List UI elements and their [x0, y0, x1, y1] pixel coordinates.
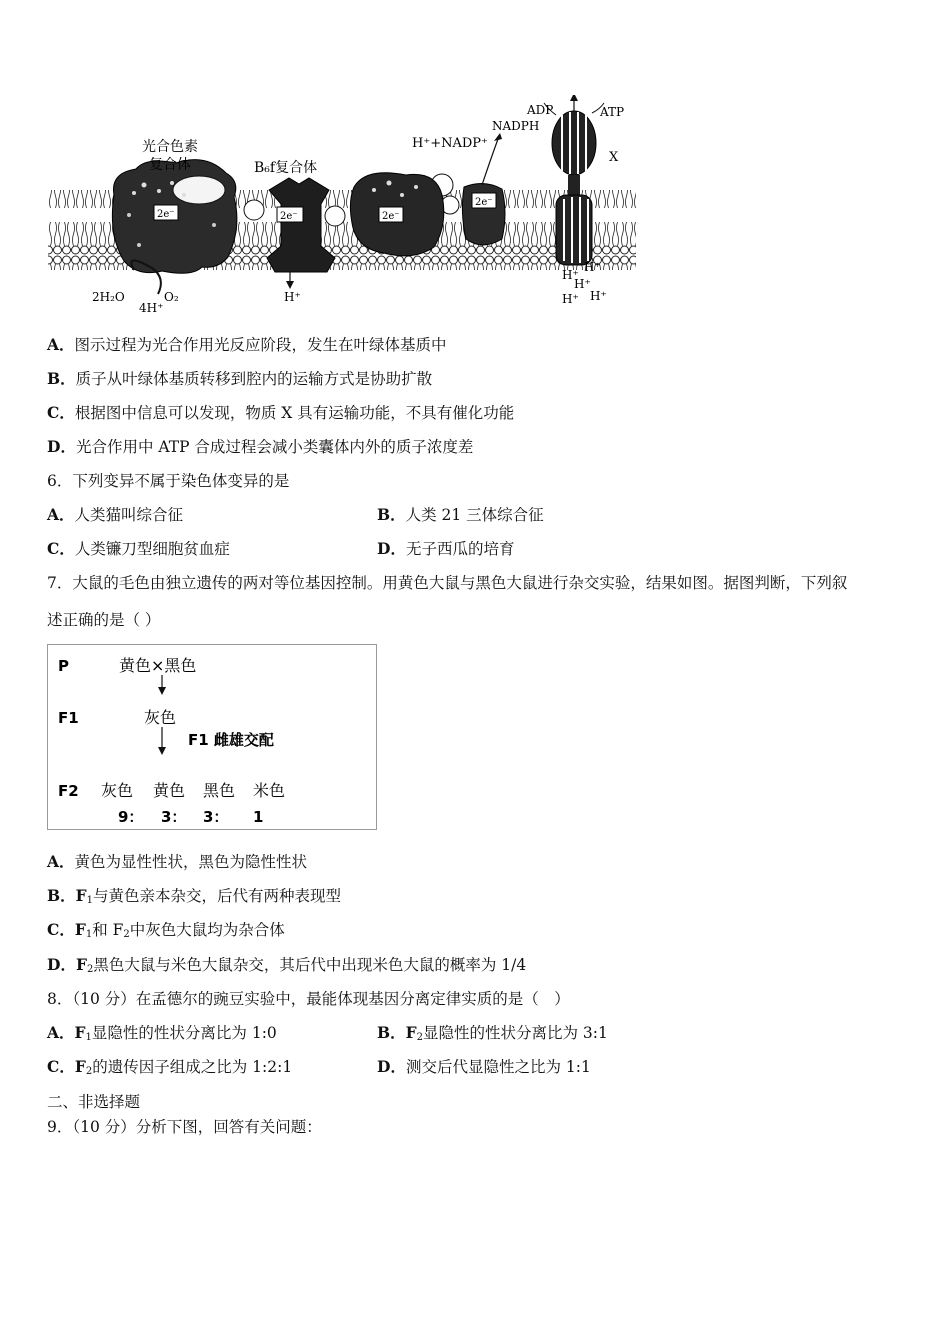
photosystem-complex — [112, 160, 237, 294]
f2-phenotype-2: 黄色 — [153, 781, 186, 800]
q7-stem-line2: 述正确的是（ ） — [47, 611, 161, 629]
b6f-label: B₆f复合体 — [254, 160, 318, 176]
svg-text:2e⁻: 2e⁻ — [280, 211, 298, 222]
q6-options-row-1: A．人类猫叫综合征 B．人类 21 三体综合征 — [47, 505, 544, 524]
q8-options-row-2: C．$F_2$的遗传因子组成之比为 1:2:1 D．测交后代显隐性之比为 1:1 — [47, 1057, 591, 1077]
cross-diagram — [47, 644, 377, 830]
four-h-label: 4H⁺ — [139, 301, 164, 315]
f1-label: F1 — [58, 709, 79, 727]
q7-option-a: A．黄色为显性性状，黑色为隐性性状 — [47, 852, 308, 871]
h-plus-b6f: H⁺ — [284, 290, 301, 304]
q5-option-b: B．质子从叶绿体基质转移到腔内的运输方式是协助扩散 — [47, 369, 433, 388]
psii-label-2: 复合体 — [149, 157, 191, 173]
f2-phenotype-4: 米色 — [253, 781, 286, 800]
nadph-label: NADPH — [492, 119, 540, 133]
f2-phenotype-1: 灰色 — [101, 781, 134, 800]
q5-option-a: A．图示过程为光合作用光反应阶段，发生在叶绿体基质中 — [47, 335, 447, 354]
f1-text: 灰色 — [144, 708, 177, 727]
atp-label: ATP — [600, 105, 625, 119]
cross-svg — [48, 645, 378, 831]
q9-stem: 9．（10 分）分析下图，回答有关问题： — [47, 1118, 322, 1136]
q6-stem: 6．下列变异不属于染色体变异的是 — [47, 472, 290, 490]
q7-stem-line1: 7．大鼠的毛色由独立遗传的两对等位基因控制。用黄色大鼠与黑色大鼠进行杂交实验，结果如图。据图判断，下列叙 — [47, 574, 848, 592]
psii-label-1: 光合色素 — [142, 139, 198, 155]
h-cluster-5: H⁺ — [590, 289, 607, 303]
f2-ratio-4: 1 — [253, 808, 264, 826]
q8-stem: 8．（10 分）在孟德尔的豌豆实验中，最能体现基因分离定律实质的是（ ） — [47, 990, 570, 1008]
f2-ratio-3: 3： — [203, 808, 229, 826]
h-cluster-3: H⁺ — [574, 277, 591, 291]
p-text: 黄色×黑色 — [119, 656, 197, 675]
q7-option-d: D．$F_2$黑色大鼠与米色大鼠杂交，其后代中出现米色大鼠的概率为 1/4 — [47, 955, 527, 975]
h-cluster-1: H⁺ — [562, 268, 579, 282]
f2-ratio-2: 3： — [161, 808, 187, 826]
q8-options-row-1: A．$F_1$显隐性的性状分离比为 1:0 B．$F_2$显隐性的性状分离比为 3:1 — [47, 1023, 608, 1043]
membrane-svg — [44, 95, 644, 317]
h-cluster-4: H⁺ — [562, 292, 579, 306]
svg-text:2e⁻: 2e⁻ — [382, 211, 400, 222]
nadp-label: H⁺+NADP⁺ — [412, 136, 488, 151]
svg-text:2e⁻: 2e⁻ — [157, 209, 175, 220]
photosystem-one — [350, 173, 443, 256]
x-label: X — [609, 150, 619, 165]
f2-ratio-1: 9： — [118, 808, 144, 826]
h-cluster-2: H⁺ — [584, 260, 601, 274]
q5-option-d: D．光合作用中 ATP 合成过程会减小类囊体内外的质子浓度差 — [47, 437, 474, 456]
water-label: 2H₂O — [92, 290, 125, 304]
thylakoid-membrane-diagram — [44, 95, 644, 317]
o2-label: O₂ — [164, 290, 179, 304]
q5-option-c: C．根据图中信息可以发现，物质 X 具有运输功能，不具有催化功能 — [47, 403, 515, 422]
f2-phenotype-3: 黑色 — [203, 781, 236, 800]
adp-label: ADP — [527, 103, 554, 117]
q6-options-row-2: C．人类镰刀型细胞贫血症 D．无子西瓜的培育 — [47, 539, 515, 558]
mating-text: F1 雌雄交配 — [188, 731, 274, 749]
q7-option-c: C．$F_1$和 $F_2$中灰色大鼠均为杂合体 — [47, 920, 285, 940]
p-label: P — [58, 657, 69, 675]
q7-option-b: B．$F_1$与黄色亲本杂交，后代有两种表现型 — [47, 886, 342, 906]
section-heading: 二、非选择题 — [47, 1093, 141, 1111]
svg-text:2e⁻: 2e⁻ — [475, 197, 493, 208]
f2-label: F2 — [58, 782, 79, 800]
